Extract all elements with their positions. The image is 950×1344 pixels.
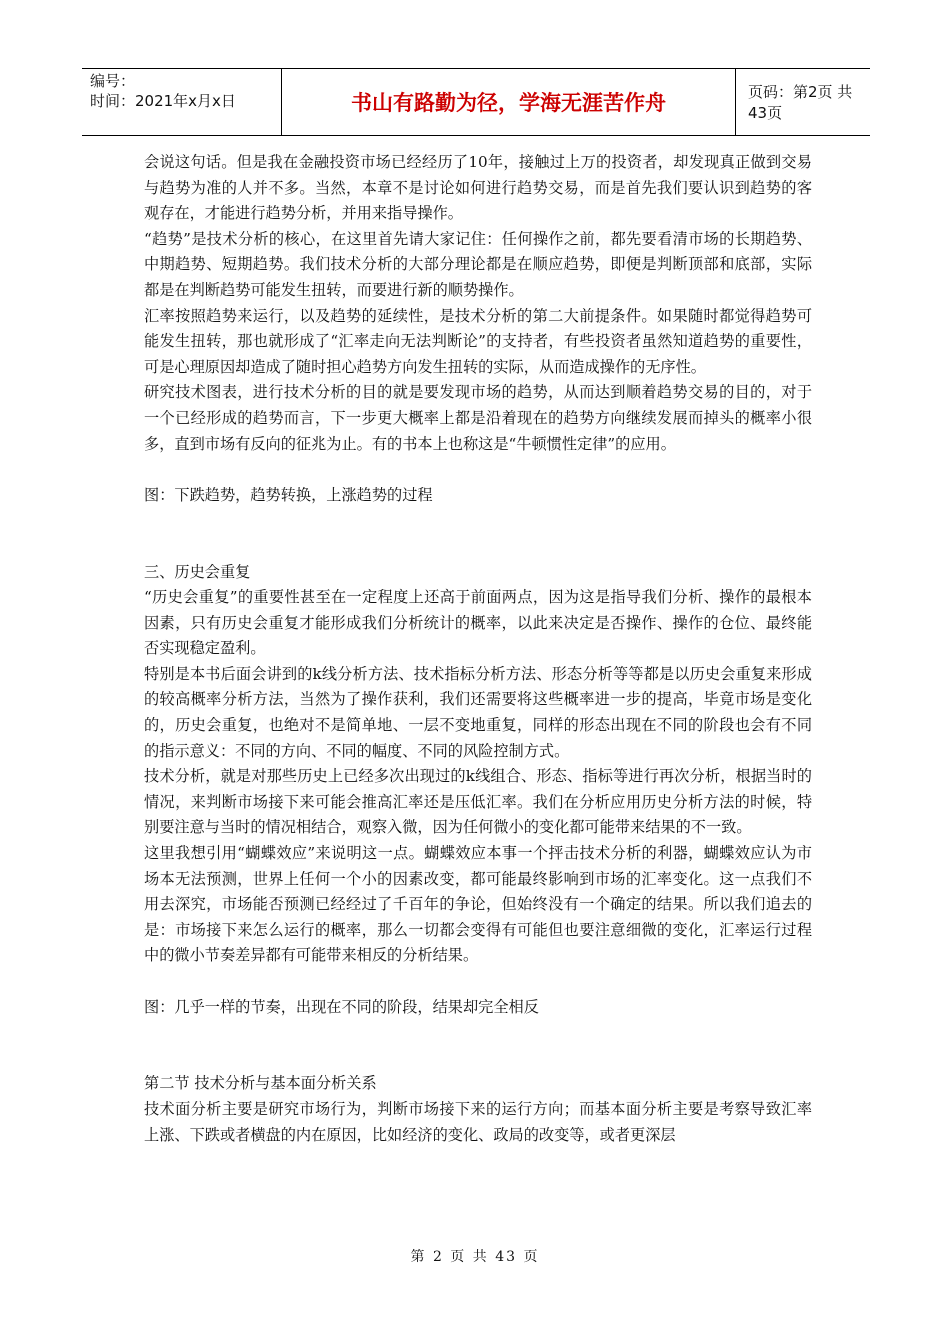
- paragraph: “趋势”是技术分析的核心，在这里首先请大家记住：任何操作之前，都先要看清市场的长期趋势、中期趋势、短期趋势。我们技术分析的大部分理论都是在顺应趋势，即便是判断顶部和底部，实际都是在判断趋势可能发生扭转，而要进行新的顺势操作。: [144, 229, 812, 299]
- figure-caption: 图：下跌趋势，趋势转换，上涨趋势的过程: [144, 485, 433, 504]
- section-heading: 三、历史会重复: [144, 562, 251, 581]
- paragraph: “历史会重复”的重要性甚至在一定程度上还高于前面两点，因为这是指导我们分析、操作的最根本因素，只有历史会重复才能形成我们分析统计的概率，以此来决定是否操作、操作的仓位、最终能否实现稳定盈利。: [144, 588, 812, 658]
- doc-number-label: 编号：: [90, 72, 136, 90]
- paragraph: 特别是本书后面会讲到的k线分析方法、技术指标分析方法、形态分析等等都是以历史会重复来形成的较高概率分析方法，当然为了操作获利，我们还需要将这些概率进一步的提高，毕竟市场是变化的，历史会重复，也绝对不是简单地、一层不变地重复，同样的形态出现在不同的阶段也会有不同的指示意义：不同的方向、不同的幅度、不同的风险控制方式。: [144, 664, 812, 760]
- figure-caption: 图：几乎一样的节奏，出现在不同的阶段，结果却完全相反: [144, 997, 539, 1016]
- paragraph: 汇率按照趋势来运行，以及趋势的延续性，是技术分析的第二大前提条件。如果随时都觉得趋势可能发生扭转，那也就形成了“汇率走向无法判断论”的支持者，有些投资者虽然知道趋势的重要性，可是心理原因却造成了随时担心趋势方向发生扭转的实际，从而造成操作的无序性。: [144, 306, 812, 376]
- paragraph: 会说这句话。但是我在金融投资市场已经经历了10年，接触过上万的投资者，却发现真正做到交易与趋势为准的人并不多。当然，本章不是讨论如何进行趋势交易，而是首先我们要认识到趋势的客观存在，才能进行趋势分析，并用来指导操作。: [144, 153, 812, 223]
- doc-date: 时间：2021年x月x日: [90, 92, 236, 110]
- section-heading: 第二节 技术分析与基本面分析关系: [144, 1074, 377, 1093]
- page-footer: 第 2 页 共 43 页: [410, 1249, 540, 1265]
- paragraph: 技术分析，就是对那些历史上已经多次出现过的k线组合、形态、指标等进行再次分析，根据当时的情况，来判断市场接下来可能会推高汇率还是压低汇率。我们在分析应用历史分析方法的时候，特别要注意与当时的情况相结合，观察入微，因为任何微小的变化都可能带来结果的不一致。: [144, 767, 812, 837]
- document-body: [144, 150, 812, 1148]
- paragraph: 这里我想引用“蝴蝶效应”来说明这一点。蝴蝶效应本事一个抨击技术分析的利器，蝴蝶效应认为市场本无法预测，世界上任何一个小的因素改变，都可能最终影响到市场的汇率变化。这一点我们不用去深究，市场能否预测已经经过了千百年的争论，但始终没有一个确定的结果。所以我们追去的是：市场接下来怎么运行的概率，那么一切都会变得有可能但也要注意细微的变化，汇率运行过程中的微小节奏差异都有可能带来相反的分析结果。: [144, 844, 812, 965]
- paragraph: 技术面分析主要是研究市场行为，判断市场接下来的运行方向；而基本面分析主要是考察导致汇率上涨、下跌或者横盘的内在原因，比如经济的变化、政局的改变等，或者更深层: [144, 1099, 812, 1144]
- header-left-cell: [82, 69, 282, 135]
- header-motto: 书山有路勤为径，学海无涯苦作舟: [282, 69, 736, 135]
- header-page-info: 页码：第2页 共43页: [748, 83, 853, 122]
- page-header: [82, 68, 870, 136]
- paragraph: 研究技术图表，进行技术分析的目的就是要发现市场的趋势，从而达到顺着趋势交易的目的，对于一个已经形成的趋势而言，下一步更大概率上都是沿着现在的趋势方向继续发展而掉头的概率小很多，直到市场有反向的征兆为止。有的书本上也称这是“牛顿惯性定律”的应用。: [144, 383, 812, 453]
